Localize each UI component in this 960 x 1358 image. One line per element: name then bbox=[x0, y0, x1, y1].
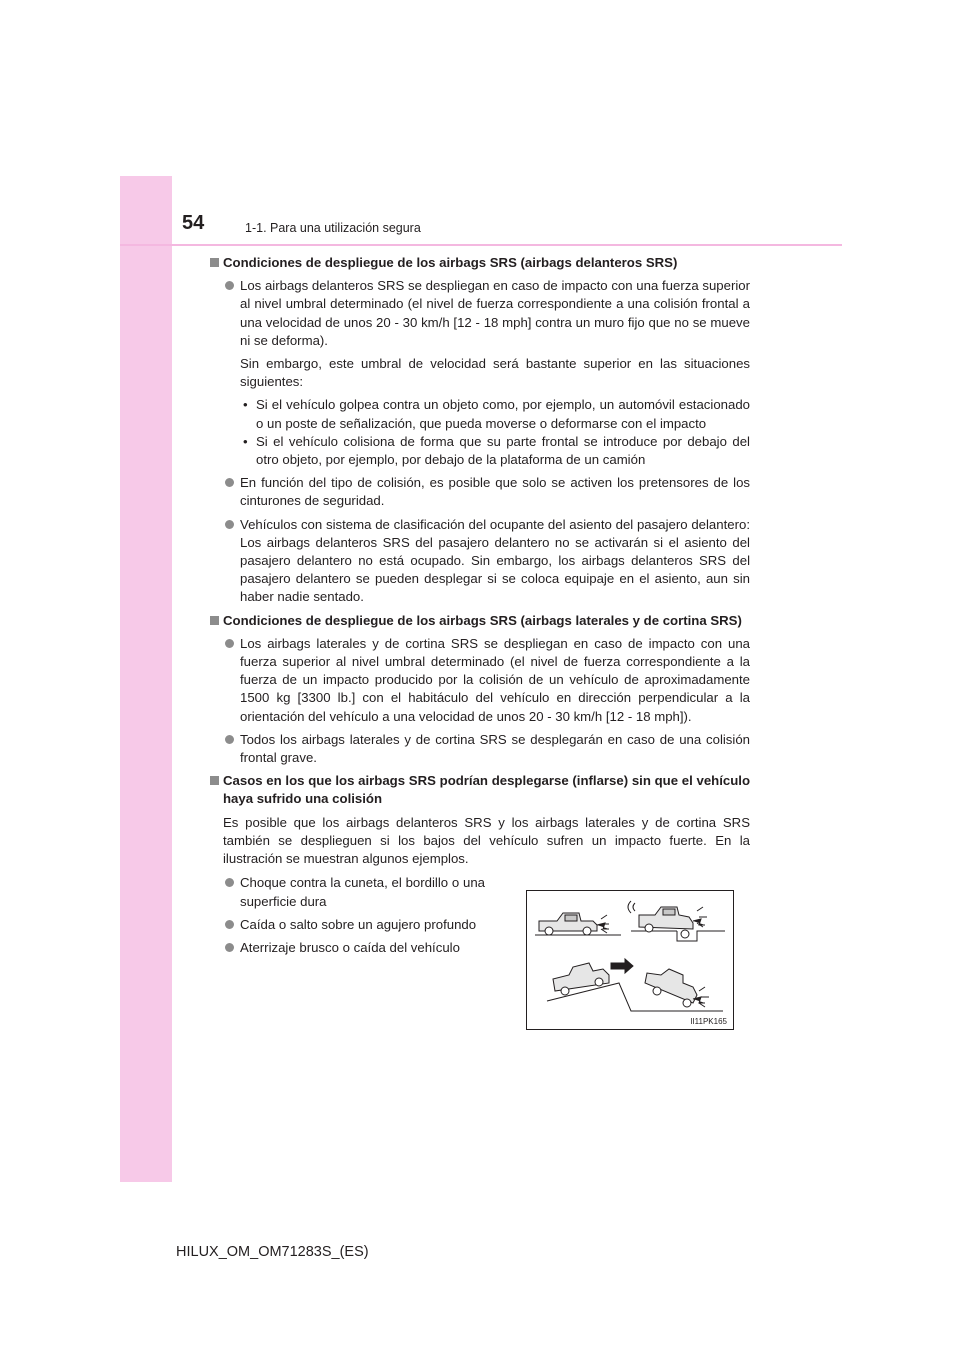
truck-landing-icon bbox=[547, 959, 723, 1011]
sub-item-parked-object: • Si el vehículo golpea contra un objeto como, por ejemplo, un automóvil estacionado o un poste de señalización, que pueda moverse o deformarse con el impacto bbox=[243, 397, 750, 431]
section-title: 1-1. Para una utilización segura bbox=[245, 221, 421, 235]
bullet-side-threshold: Los airbags laterales y de cortina SRS se despliegan en caso de impacto con una fuerza superior al nivel umbral determinado (el nivel de fuerza correspondiente a la fuerza de un impacto producido por la colisión de un vehículo de aproximadamente 1500 kg [3300 lb.] con el habitáculo del vehículo en dirección perpendicular a la orientación del vehículo a una velocidad de unos 20 - 30 km/h [12 - 18 mph]). bbox=[210, 635, 750, 726]
pink-side-tab bbox=[120, 176, 172, 1182]
round-bullet-icon bbox=[225, 281, 234, 290]
list-item: Choque contra la cuneta, el bordillo o una superficie dura bbox=[210, 874, 485, 910]
bullet-front-threshold: Los airbags delanteros SRS se despliegan en caso de impacto con una fuerza superior al nivel umbral determinado (el nivel de fuerza correspondiente a una colisión frontal a una velocidad de unos 20 - 30 km/h [12 - 18 mph] contra un muro fijo que no se mueve ni se deforma). bbox=[210, 277, 750, 350]
round-bullet-icon bbox=[225, 639, 234, 648]
document-code: HILUX_OM_OM71283S_(ES) bbox=[176, 1244, 369, 1260]
round-bullet-icon bbox=[225, 878, 234, 887]
dot-marker-icon: • bbox=[243, 397, 248, 413]
round-bullet-icon bbox=[225, 735, 234, 744]
round-bullet-icon bbox=[225, 920, 234, 929]
illustration-code: II11PK165 bbox=[690, 1017, 727, 1026]
heading-no-collision-deploy: Casos en los que los airbags SRS podrían desplegarse (inflarse) sin que el vehículo haya sufrido una colisión bbox=[210, 772, 750, 808]
square-bullet-icon bbox=[210, 776, 219, 785]
bullet-pretensioners: En función del tipo de colisión, es posible que solo se activen los pretensores de los cinturones de seguridad. bbox=[210, 474, 750, 510]
page-content bbox=[210, 254, 750, 962]
bullet-severe-frontal: Todos los airbags laterales y de cortina SRS se desplegarán en caso de una colisión frontal grave. bbox=[210, 731, 750, 767]
round-bullet-icon bbox=[225, 943, 234, 952]
underbody-impact-illustration bbox=[526, 890, 734, 1030]
heading-side-curtain-airbags: Condiciones de despliegue de los airbags SRS (airbags laterales y de cortina SRS) bbox=[210, 612, 750, 630]
sub-item-underride: • Si el vehículo colisiona de forma que su parte frontal se introduce por debajo del otro objeto, por ejemplo, por debajo de la plataforma de un camión bbox=[243, 433, 750, 468]
header-rule bbox=[120, 244, 842, 246]
round-bullet-icon bbox=[225, 520, 234, 529]
pickup-trucks-drawing bbox=[527, 891, 733, 1029]
page-number: 54 bbox=[182, 212, 205, 234]
no-collision-intro: Es posible que los airbags delanteros SRS y los airbags laterales y de cortina SRS también se desplieguen si los bajos del vehículo sufren un impacto fuerte. En la ilustración se muestran algunos ejemplos. bbox=[223, 814, 750, 867]
heading-front-airbags: Condiciones de despliegue de los airbags SRS (airbags delanteros SRS) bbox=[210, 254, 750, 272]
list-item: Caída o salto sobre un agujero profundo bbox=[210, 916, 485, 934]
truck-curb-icon bbox=[535, 913, 621, 935]
bullet-occupant-classification: Vehículos con sistema de clasificación del ocupante del asiento del pasajero delantero: Los airbags delanteros SRS del pasajero delantero no se activarán si el asiento del pasajero delantero no está ocupado. Sin embargo, los airbags delanteros SRS del pasajero delantero se pueden desplegar si se coloca equipaje en el asiento, aun sin haber nadie sentado. bbox=[210, 516, 750, 607]
truck-hole-icon bbox=[628, 901, 725, 941]
list-item: Aterrizaje brusco o caída del vehículo bbox=[210, 939, 485, 957]
square-bullet-icon bbox=[210, 616, 219, 625]
round-bullet-icon bbox=[225, 478, 234, 487]
dot-marker-icon: • bbox=[243, 433, 248, 449]
square-bullet-icon bbox=[210, 258, 219, 267]
threshold-note: Sin embargo, este umbral de velocidad será bastante superior en las situaciones siguientes: bbox=[240, 356, 750, 390]
